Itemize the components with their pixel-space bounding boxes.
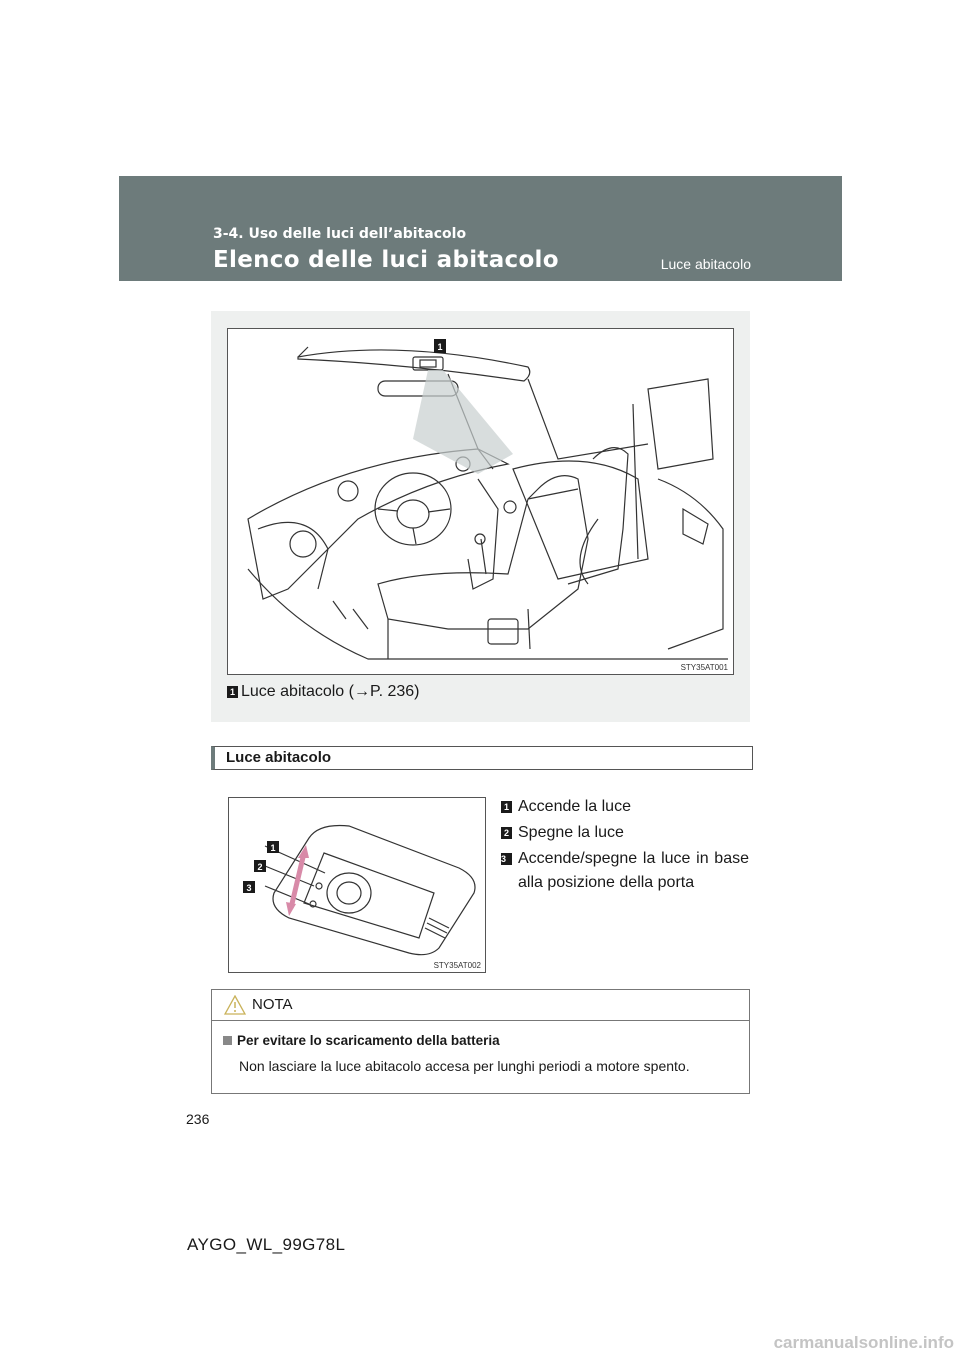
light-beam [413, 370, 513, 474]
section-heading-bar [211, 746, 753, 770]
step-item [501, 847, 749, 895]
figure1-code: STY35AT001 [680, 663, 728, 672]
note-title-text: Per evitare lo scaricamento della batteria [237, 1033, 500, 1048]
note-label: NOTA [252, 996, 293, 1013]
step-number: 1 [501, 801, 512, 813]
interior-light-illustration [228, 797, 486, 973]
step-number: 2 [501, 827, 512, 839]
note-item-title [223, 1033, 500, 1048]
caption-number: 1 [227, 686, 238, 698]
figure-panel [211, 311, 750, 722]
note-header [212, 990, 749, 1021]
car-interior-drawing [228, 329, 733, 674]
note-text: Non lasciare la luce abitacolo accesa per lunghi periodi a motore spento. [239, 1058, 690, 1074]
caption-text: Luce abitacolo (→P. 236) [241, 683, 420, 700]
step-text: Accende/spegne la luce in base alla posizione della porta [518, 850, 749, 891]
step-text: Accende la luce [518, 798, 631, 815]
section-heading: Luce abitacolo [226, 749, 332, 766]
interior-light-drawing [229, 798, 485, 972]
note-box [211, 989, 750, 1094]
step-number: 3 [501, 853, 512, 865]
step-item [501, 795, 749, 819]
document-code: AYGO_WL_99G78L [187, 1235, 346, 1254]
car-interior-illustration [227, 328, 734, 675]
figure2-callout-3: 3 [246, 883, 252, 893]
steps-list [501, 795, 749, 897]
page-number: 236 [186, 1111, 210, 1127]
square-bullet-icon [223, 1036, 232, 1045]
figure-caption [227, 683, 419, 701]
figure1-callout: 1 [437, 342, 443, 352]
section-label: 3-4. Uso delle luci dell’abitacolo [213, 226, 467, 242]
step-text: Spegne la luce [518, 824, 624, 841]
step-item [501, 821, 749, 845]
page-subtitle: Luce abitacolo [660, 256, 751, 272]
figure2-callout-2: 2 [257, 862, 263, 872]
chapter-header [119, 176, 842, 281]
figure2-callout-1: 1 [270, 843, 276, 853]
figure2-code: STY35AT002 [433, 961, 481, 970]
watermark: carmanualsonline.info [773, 1333, 954, 1352]
warning-icon [224, 995, 246, 1015]
page-title: Elenco delle luci abitacolo [213, 247, 559, 273]
